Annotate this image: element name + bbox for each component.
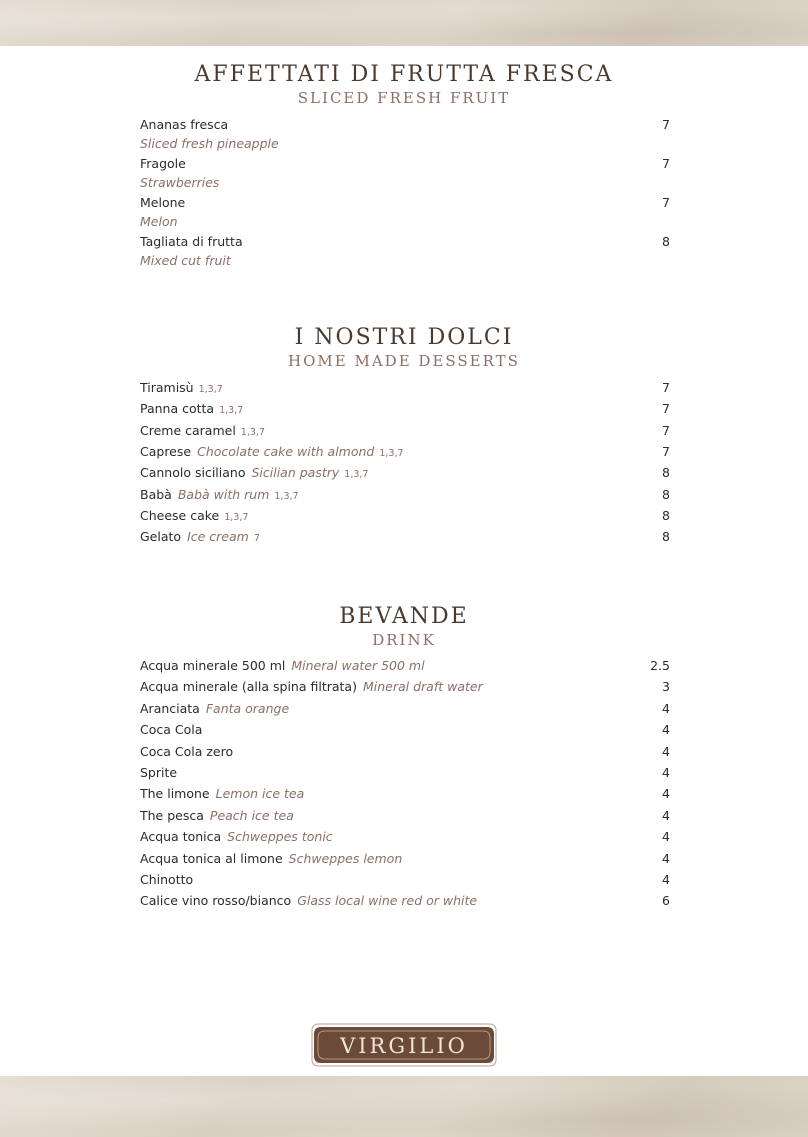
menu-item	[140, 808, 670, 824]
item-translation: Ice cream	[187, 529, 249, 545]
item-translation: Mineral water 500 ml	[291, 658, 425, 673]
section-subtitle: HOME MADE DESSERTS	[288, 352, 520, 370]
item-name: Gelato	[140, 529, 182, 545]
item-name: Cheese cake	[140, 507, 220, 523]
item-name: Babà	[140, 486, 172, 502]
item-allergens: 1,3,7	[219, 405, 244, 417]
item-name: Panna cotta	[140, 401, 215, 417]
item-name: Caprese	[140, 443, 192, 459]
item-name: Calice vino rosso/bianco	[140, 893, 292, 909]
item-price: 7	[662, 401, 670, 417]
item-price: 7	[662, 380, 670, 395]
item-translation: Schweppes tonic	[227, 829, 333, 845]
menu-item	[140, 444, 670, 462]
item-name: Coca Cola zero	[140, 743, 234, 759]
menu-item	[140, 658, 670, 674]
fruit-section	[0, 62, 808, 108]
section-title: I NOSTRI DOLCI	[294, 325, 514, 350]
menu-item	[140, 893, 670, 909]
item-translation: Glass local wine red or white	[297, 893, 478, 909]
item-price: 7	[662, 117, 670, 132]
bottom-texture-band	[0, 1076, 808, 1137]
item-name: Sprite	[140, 765, 178, 780]
virgilio-logo	[311, 1023, 497, 1067]
item-price: 4	[662, 829, 670, 845]
item-price: 7	[662, 156, 670, 171]
item-name: Acqua tonica al limone	[140, 850, 283, 866]
item-name: Acqua minerale 500 ml	[140, 658, 286, 673]
item-allergens: 1,3,7	[240, 426, 265, 438]
item-allergens: 1,3,7	[379, 447, 404, 459]
item-name: Cannolo siciliano	[140, 465, 246, 481]
item-price: 2.5	[650, 658, 670, 673]
item-price: 8	[662, 486, 670, 502]
item-price: 8	[662, 529, 670, 545]
menu-item	[140, 401, 670, 419]
item-name: Tagliata di frutta	[140, 234, 243, 249]
item-name: The pesca	[140, 807, 204, 823]
item-name: Coca Cola	[140, 722, 203, 738]
menu-item	[140, 765, 670, 781]
item-price: 4	[662, 872, 670, 887]
item-name: Chinotto	[140, 872, 194, 887]
item-translation: Strawberries	[140, 175, 220, 190]
item-allergens: 1,3,7	[224, 511, 249, 523]
item-translation: Fanta orange	[205, 700, 290, 716]
item-name: Acqua minerale (alla spina filtrata)	[140, 679, 357, 695]
item-allergens: 7	[253, 533, 260, 545]
menu-item	[140, 465, 670, 483]
menu-item	[140, 701, 670, 717]
item-allergens: 1,3,7	[344, 469, 369, 481]
item-name: Creme caramel	[140, 422, 236, 438]
item-translation: Sicilian pastry	[251, 465, 340, 481]
section-title: AFFETTATI DI FRUTTA FRESCA	[194, 62, 614, 87]
item-name: Aranciata	[140, 700, 200, 716]
menu-item	[140, 744, 670, 760]
item-price: 4	[662, 850, 670, 866]
drinks-section	[0, 604, 808, 650]
item-price: 8	[662, 465, 670, 481]
item-translation: Mineral draft water	[362, 679, 483, 695]
item-translation: Melon	[140, 214, 178, 229]
item-translation: Schweppes lemon	[288, 850, 403, 866]
section-subtitle: DRINK	[372, 631, 436, 649]
menu-item	[140, 234, 670, 269]
menu-item	[140, 195, 670, 230]
item-translation: Peach ice tea	[209, 807, 294, 823]
svg-text:VIRGILIO: VIRGILIO	[340, 1034, 468, 1058]
item-name: Melone	[140, 195, 186, 210]
item-price: 4	[662, 807, 670, 823]
item-name: The limone	[140, 786, 210, 802]
menu-item	[140, 529, 670, 547]
item-price: 8	[662, 234, 670, 249]
section-subtitle: SLICED FRESH FRUIT	[297, 89, 511, 107]
item-price: 4	[662, 765, 670, 780]
item-price: 4	[662, 700, 670, 716]
menu-item	[140, 851, 670, 867]
menu-item	[140, 679, 670, 695]
menu-item	[140, 380, 670, 398]
menu-item	[140, 508, 670, 526]
item-translation: Sliced fresh pineapple	[140, 136, 279, 151]
menu-item	[140, 423, 670, 441]
item-translation: Mixed cut fruit	[140, 253, 231, 268]
item-name: Acqua tonica	[140, 829, 222, 845]
menu-item	[140, 722, 670, 738]
item-price: 4	[662, 743, 670, 759]
desserts-section	[0, 325, 808, 371]
item-price: 6	[662, 893, 670, 909]
item-allergens: 1,3,7	[274, 490, 299, 502]
menu-item	[140, 156, 670, 191]
item-price: 8	[662, 507, 670, 523]
section-title: BEVANDE	[339, 604, 469, 629]
item-price: 4	[662, 722, 670, 738]
menu-item	[140, 786, 670, 802]
item-name: Fragole	[140, 156, 186, 171]
item-price: 7	[662, 422, 670, 438]
item-allergens: 1,3,7	[198, 384, 223, 395]
menu-item	[140, 872, 670, 888]
item-translation: Chocolate cake with almond	[197, 443, 375, 459]
item-price: 3	[662, 679, 670, 695]
top-texture-band	[0, 0, 808, 46]
item-price: 7	[662, 195, 670, 210]
menu-item	[140, 117, 670, 152]
item-name: Ananas fresca	[140, 117, 229, 132]
item-translation: Babà with rum	[177, 486, 270, 502]
item-price: 7	[662, 443, 670, 459]
menu-item	[140, 829, 670, 845]
item-price: 4	[662, 786, 670, 802]
item-translation: Lemon ice tea	[215, 786, 305, 802]
item-name: Tiramisù	[140, 380, 194, 395]
menu-item	[140, 487, 670, 505]
